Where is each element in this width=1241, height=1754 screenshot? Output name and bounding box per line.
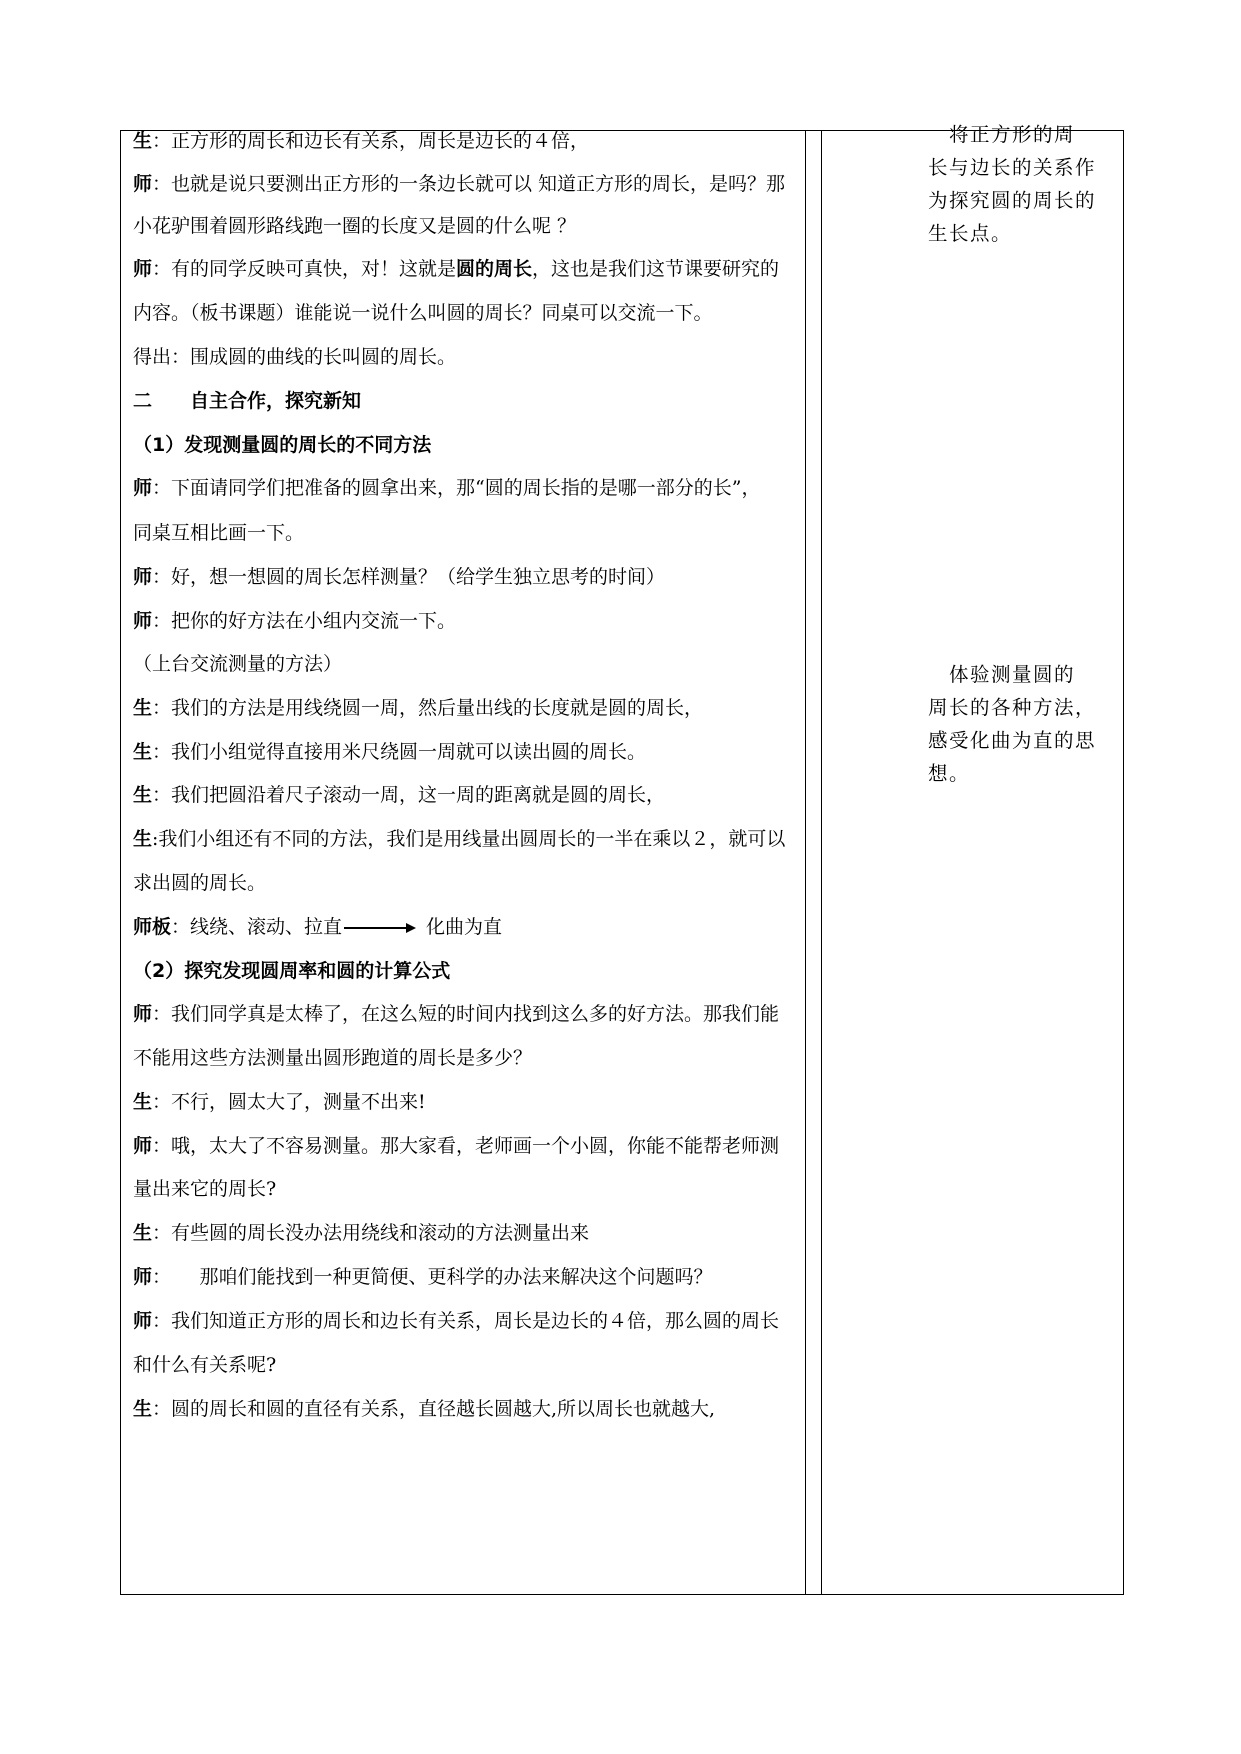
dialogue-line: 师：哦，太大了不容易测量。那大家看，老师画一个小圆，你能不能帮老师测 — [133, 1135, 780, 1157]
dialogue-line: 同桌互相比画一下。 — [133, 522, 305, 544]
dialogue-line: 师：有的同学反映可真快，对！这就是圆的周长，这也是我们这节课要研究的 — [133, 258, 780, 280]
dialogue-line: 生：圆的周长和圆的直径有关系，直径越长圆越大,所以周长也就越大, — [133, 1398, 716, 1420]
subsection-heading: （1）发现测量圆的周长的不同方法 — [133, 434, 432, 456]
note-line: 想。 — [928, 762, 971, 785]
note-line: 体验测量圆的 — [928, 663, 1076, 686]
dialogue-line: （上台交流测量的方法） — [133, 653, 343, 675]
dialogue-line: 师：好，想一想圆的周长怎样测量？（给学生独立思考的时间） — [133, 566, 666, 588]
dialogue-line: 师：我们知道正方形的周长和边长有关系，周长是边长的４倍，那么圆的周长 — [133, 1310, 780, 1332]
dialogue-line: 生：我们把圆沿着尺子滚动一周，这一周的距离就是圆的周长， — [133, 784, 666, 806]
subsection-heading: （2）探究发现圆周率和圆的计算公式 — [133, 960, 451, 982]
dialogue-line: 生：有些圆的周长没办法用绕线和滚动的方法测量出来 — [133, 1222, 590, 1244]
note-line: 生长点。 — [928, 222, 1013, 245]
dialogue-line: 不能用这些方法测量出圆形跑道的周长是多少？ — [133, 1047, 533, 1069]
dialogue-line: 师板：线绕、滚动、拉直 化曲为直 — [133, 916, 503, 938]
right-arrow-icon — [344, 921, 416, 935]
dialogue-line: 内容。（板书课题）谁能说一说什么叫圆的周长？同桌可以交流一下。 — [133, 302, 713, 324]
note-line: 周长的各种方法， — [928, 696, 1097, 719]
dialogue-line: 师：把你的好方法在小组内交流一下。 — [133, 610, 457, 632]
column-divider — [821, 131, 822, 1594]
column-divider — [805, 131, 806, 1594]
dialogue-line: 生：不行，圆太大了，测量不出来! — [133, 1091, 426, 1113]
dialogue-line: 生：正方形的周长和边长有关系，周长是边长的４倍， — [133, 130, 590, 152]
dialogue-line: 师：我们同学真是太棒了，在这么短的时间内找到这么多的好方法。那我们能 — [133, 1003, 780, 1025]
dialogue-line: 师：下面请同学们把准备的圆拿出来，那“圆的周长指的是哪一部分的长”， — [133, 477, 761, 499]
dialogue-line: 量出来它的周长? — [133, 1178, 277, 1200]
dialogue-line: 生：我们的方法是用线绕圆一周，然后量出线的长度就是圆的周长， — [133, 697, 704, 719]
dialogue-line: 师： 那咱们能找到一种更简便、更科学的办法来解决这个问题吗？ — [133, 1266, 713, 1288]
note-line: 长与边长的关系作 — [928, 156, 1097, 179]
section-heading: 二 自主合作，探究新知 — [133, 390, 362, 412]
dialogue-line: 生：我们小组觉得直接用米尺绕圆一周就可以读出圆的周长。 — [133, 741, 647, 763]
note-line: 将正方形的周 — [928, 123, 1076, 146]
dialogue-line: 和什么有关系呢? — [133, 1354, 277, 1376]
dialogue-line: 生:我们小组还有不同的方法，我们是用线量出圆周长的一半在乘以２，就可以 — [133, 828, 786, 850]
dialogue-line: 小花驴围着圆形路线跑一圈的长度又是圆的什么呢 ？ — [133, 215, 577, 237]
note-line: 为探究圆的周长的 — [928, 189, 1097, 212]
bold-term: 圆的周长 — [456, 258, 533, 280]
lesson-table — [120, 123, 1124, 1595]
note-line: 感受化曲为直的思 — [928, 729, 1097, 752]
dialogue-line: 求出圆的周长。 — [133, 872, 267, 894]
dialogue-line: 师：也就是说只要测出正方形的一条边长就可以 知道正方形的周长，是吗？那 — [133, 173, 786, 195]
dialogue-line: 得出：围成圆的曲线的长叫圆的周长。 — [133, 346, 457, 368]
